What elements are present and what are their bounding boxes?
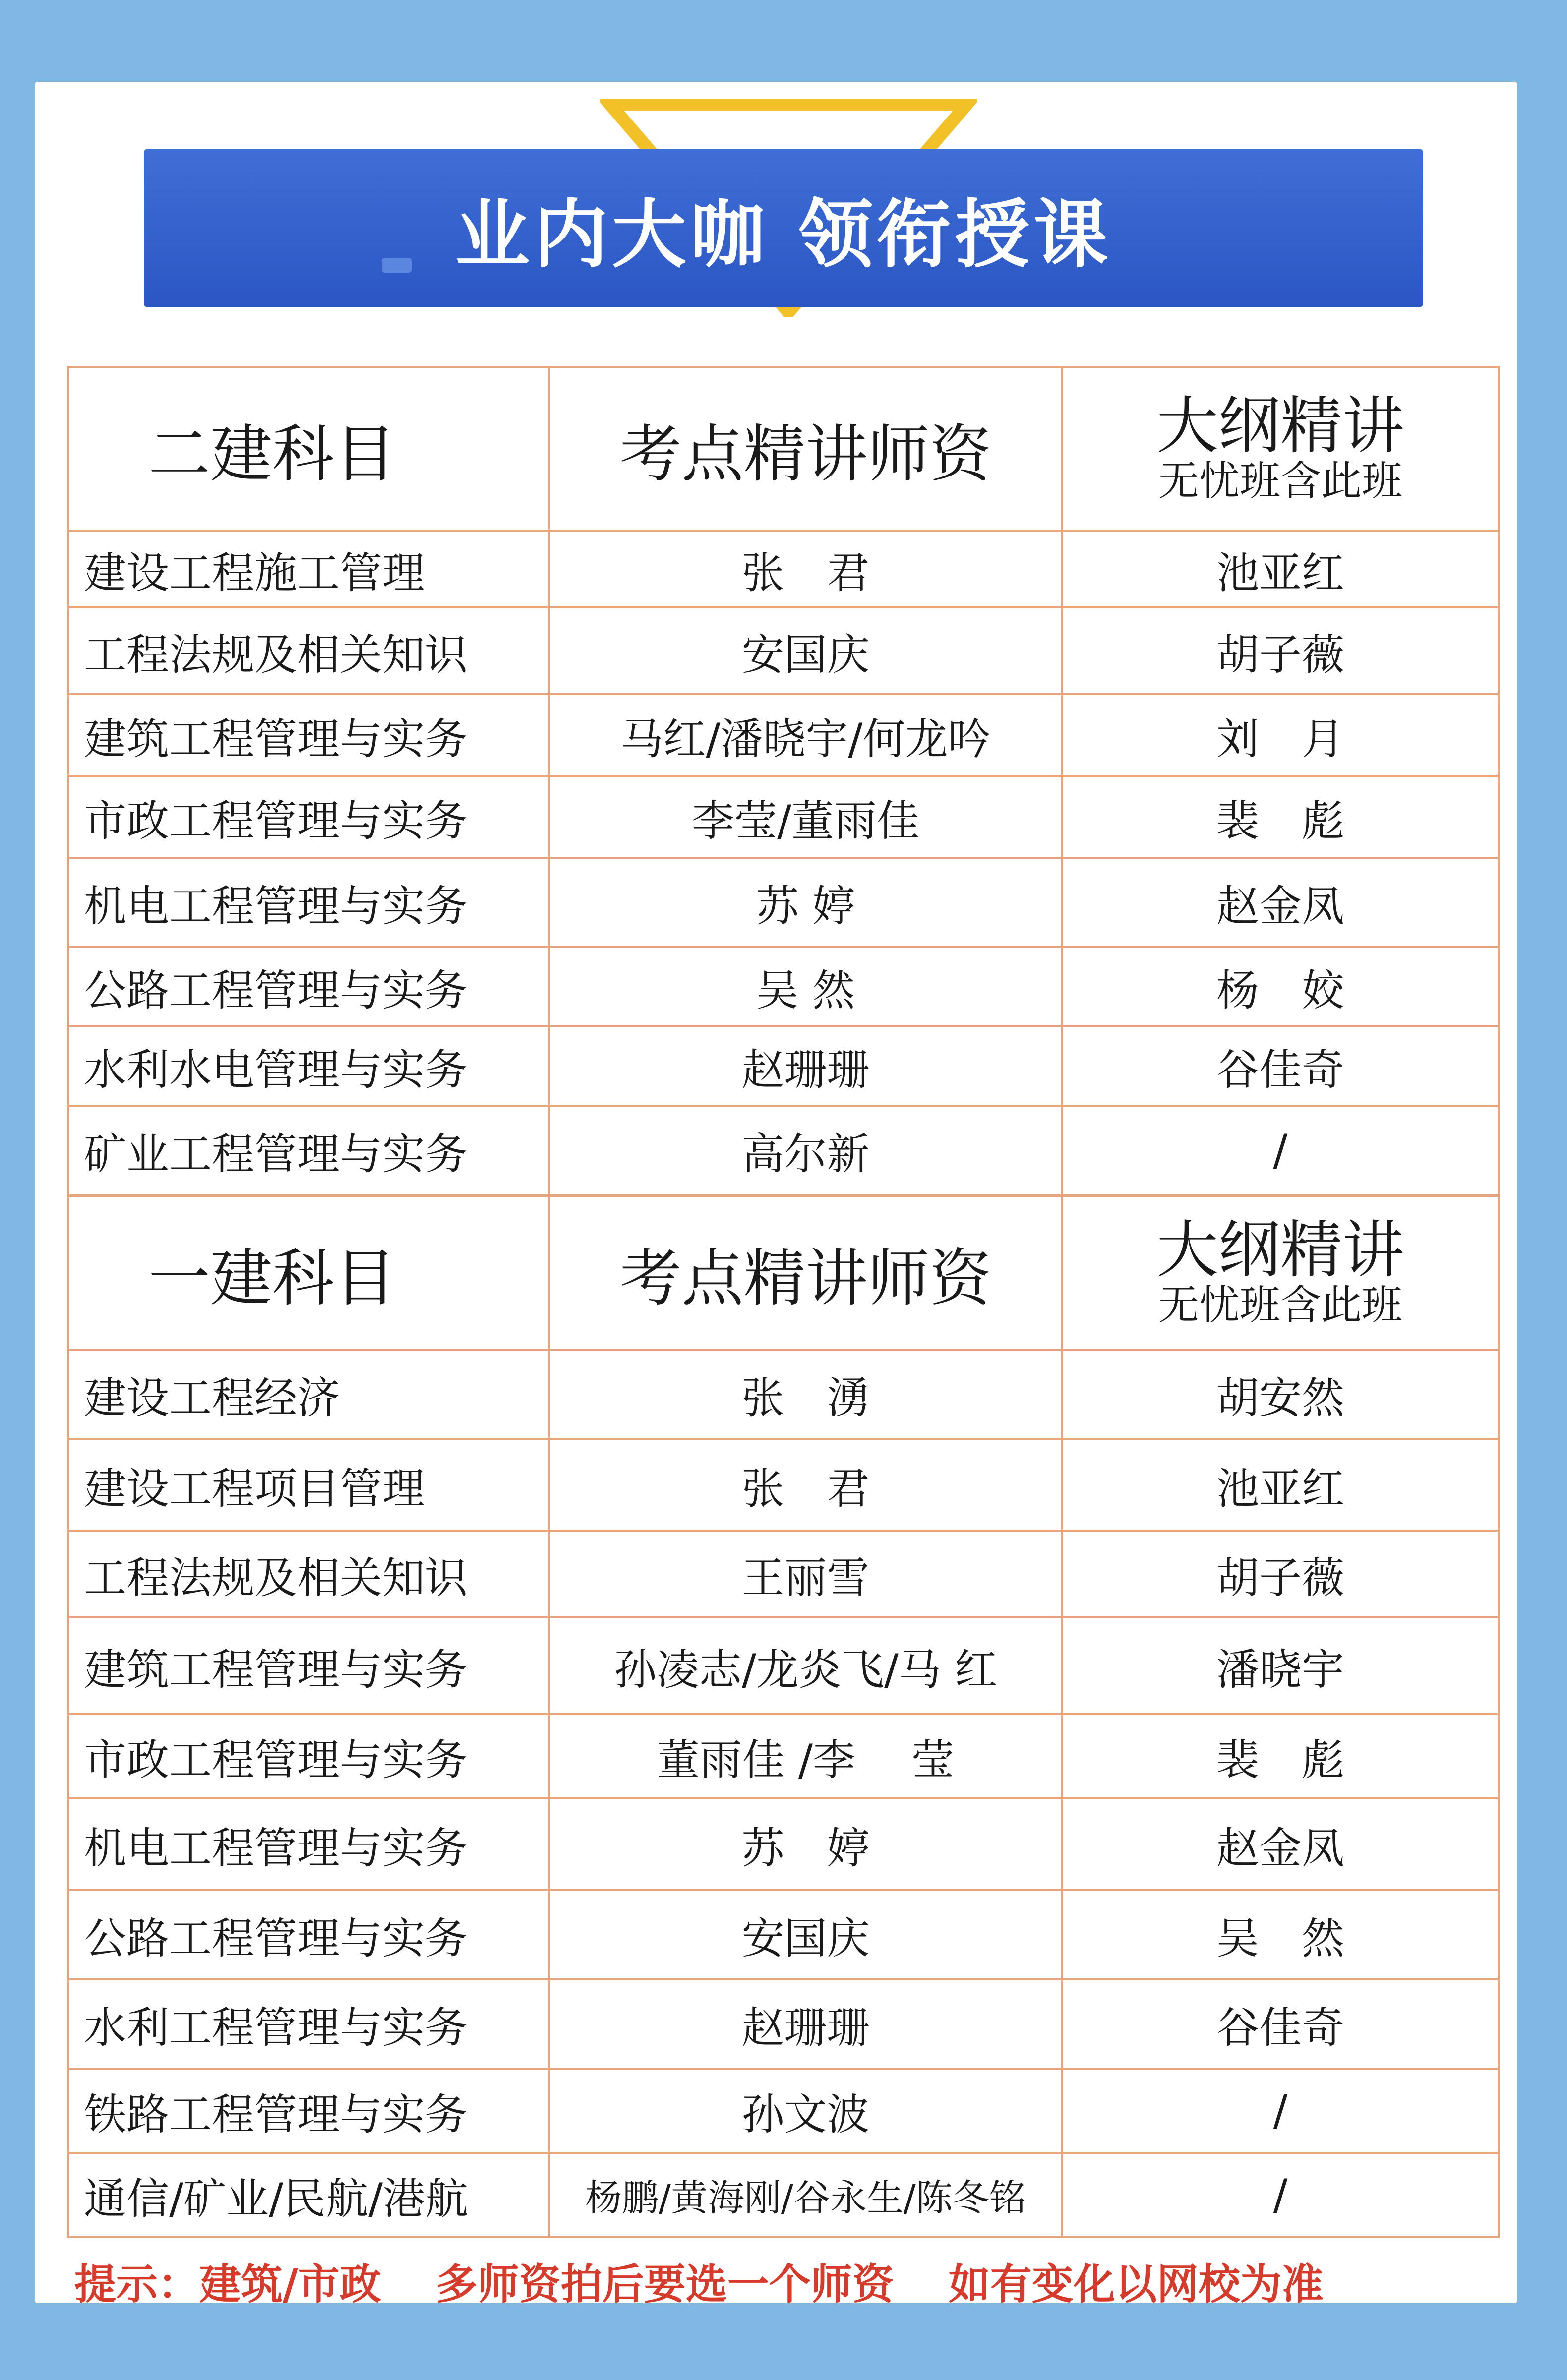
teacher-cell: 安国庆 xyxy=(549,607,1062,694)
table-row xyxy=(68,1714,1499,1798)
outline-cell: 吴 然 xyxy=(1062,1890,1499,1979)
note-multi-teacher: 多师资拍后要选一个师资 xyxy=(435,2260,894,2309)
subject-cell: 通信/矿业/民航/港航 xyxy=(68,2153,549,2237)
outline-header xyxy=(1062,1196,1499,1350)
note-tip: 提示：建筑/市政 xyxy=(74,2260,381,2309)
outline-cell: 池亚红 xyxy=(1062,531,1499,607)
table-row xyxy=(68,2069,1499,2153)
subject-header: 二建科目 xyxy=(68,367,549,531)
teacher-cell: 赵珊珊 xyxy=(549,1026,1062,1106)
subject-cell: 机电工程管理与实务 xyxy=(68,858,549,947)
outline-cell: 谷佳奇 xyxy=(1062,1026,1499,1106)
table-row xyxy=(68,1979,1499,2069)
table-row xyxy=(68,607,1499,694)
table-row xyxy=(68,1617,1499,1714)
teacher-cell: 张 君 xyxy=(549,1439,1062,1531)
table-row xyxy=(68,1350,1499,1439)
outline-cell: 胡子薇 xyxy=(1062,1531,1499,1617)
subject-header: 一建科目 xyxy=(68,1196,549,1350)
subject-cell: 建设工程经济 xyxy=(68,1350,549,1439)
outline-cell: 赵金凤 xyxy=(1062,1798,1499,1890)
teacher-cell: 马红/潘晓宇/何龙吟 xyxy=(549,694,1062,776)
outline-cell: 裴 彪 xyxy=(1062,776,1499,858)
teacher-cell: 杨鹏/黄海刚/谷永生/陈冬铭 xyxy=(549,2153,1062,2237)
subject-cell: 公路工程管理与实务 xyxy=(68,1890,549,1979)
outline-cell: 潘晓宇 xyxy=(1062,1617,1499,1714)
outline-header-subtitle: 无忧班含此班 xyxy=(1158,457,1402,505)
table-row xyxy=(68,531,1499,607)
outline-cell: 赵金凤 xyxy=(1062,858,1499,947)
teacher-cell: 张 君 xyxy=(549,531,1062,607)
footer-note xyxy=(74,2249,1503,2313)
subject-cell: 机电工程管理与实务 xyxy=(68,1798,549,1890)
outline-header-subtitle: 无忧班含此班 xyxy=(1158,1281,1402,1329)
teacher-cell: 董雨佳 /李 莹 xyxy=(549,1714,1062,1798)
subject-cell: 水利工程管理与实务 xyxy=(68,1979,549,2069)
outline-cell: 谷佳奇 xyxy=(1062,1979,1499,2069)
subject-cell: 水利水电管理与实务 xyxy=(68,1026,549,1106)
teacher-cell: 赵珊珊 xyxy=(549,1979,1062,2069)
outline-cell: 池亚红 xyxy=(1062,1439,1499,1531)
subject-cell: 市政工程管理与实务 xyxy=(68,776,549,858)
teacher-cell: 张 湧 xyxy=(549,1350,1062,1439)
table-header-row xyxy=(68,367,1499,531)
outline-header xyxy=(1062,367,1499,531)
outline-cell: 杨 姣 xyxy=(1062,947,1499,1026)
teacher-header: 考点精讲师资 xyxy=(549,1196,1062,1350)
subject-cell: 矿业工程管理与实务 xyxy=(68,1106,549,1195)
outline-cell: / xyxy=(1062,2153,1499,2237)
teacher-cell: 苏 婷 xyxy=(549,1798,1062,1890)
teacher-header: 考点精讲师资 xyxy=(549,367,1062,531)
outline-cell: / xyxy=(1062,1106,1499,1195)
outline-cell: / xyxy=(1062,2069,1499,2153)
teacher-cell: 孙文波 xyxy=(549,2069,1062,2153)
note-change: 如有变化以网校为准 xyxy=(948,2260,1324,2309)
outline-cell: 胡安然 xyxy=(1062,1350,1499,1439)
teacher-cell: 苏 婷 xyxy=(549,858,1062,947)
table-row xyxy=(68,2153,1499,2237)
teacher-cell: 孙凌志/龙炎飞/马 红 xyxy=(549,1617,1062,1714)
table-row xyxy=(68,1026,1499,1106)
table-row xyxy=(68,694,1499,776)
table-row xyxy=(68,1798,1499,1890)
subject-cell: 公路工程管理与实务 xyxy=(68,947,549,1026)
teacher-cell: 高尔新 xyxy=(549,1106,1062,1195)
table-row xyxy=(68,776,1499,858)
table-row xyxy=(68,1106,1499,1195)
table-row xyxy=(68,1531,1499,1617)
outline-cell: 刘 月 xyxy=(1062,694,1499,776)
teacher-cell: 安国庆 xyxy=(549,1890,1062,1979)
table-header-row xyxy=(68,1196,1499,1350)
outline-header-title: 大纲精讲 xyxy=(1156,1214,1404,1287)
subject-cell: 建筑工程管理与实务 xyxy=(68,1617,549,1714)
table-row xyxy=(68,947,1499,1026)
outline-cell: 裴 彪 xyxy=(1062,1714,1499,1798)
page-title: 业内大咖 领衔授课 xyxy=(455,192,1112,278)
subject-cell: 建设工程项目管理 xyxy=(68,1439,549,1531)
table-row xyxy=(68,1439,1499,1531)
table-row xyxy=(68,858,1499,947)
subject-cell: 铁路工程管理与实务 xyxy=(68,2069,549,2153)
teacher-cell: 王丽雪 xyxy=(549,1531,1062,1617)
outline-cell: 胡子薇 xyxy=(1062,607,1499,694)
subject-cell: 工程法规及相关知识 xyxy=(68,1531,549,1617)
yijian-table xyxy=(67,1195,1500,2238)
outline-header-title: 大纲精讲 xyxy=(1156,390,1404,463)
subject-cell: 市政工程管理与实务 xyxy=(68,1714,549,1798)
subject-cell: 建筑工程管理与实务 xyxy=(68,694,549,776)
teacher-cell: 李莹/董雨佳 xyxy=(549,776,1062,858)
subject-cell: 建设工程施工管理 xyxy=(68,531,549,607)
teacher-cell: 吴 然 xyxy=(549,947,1062,1026)
table-row xyxy=(68,1890,1499,1979)
subject-cell: 工程法规及相关知识 xyxy=(68,607,549,694)
erjian-table xyxy=(67,366,1500,1196)
